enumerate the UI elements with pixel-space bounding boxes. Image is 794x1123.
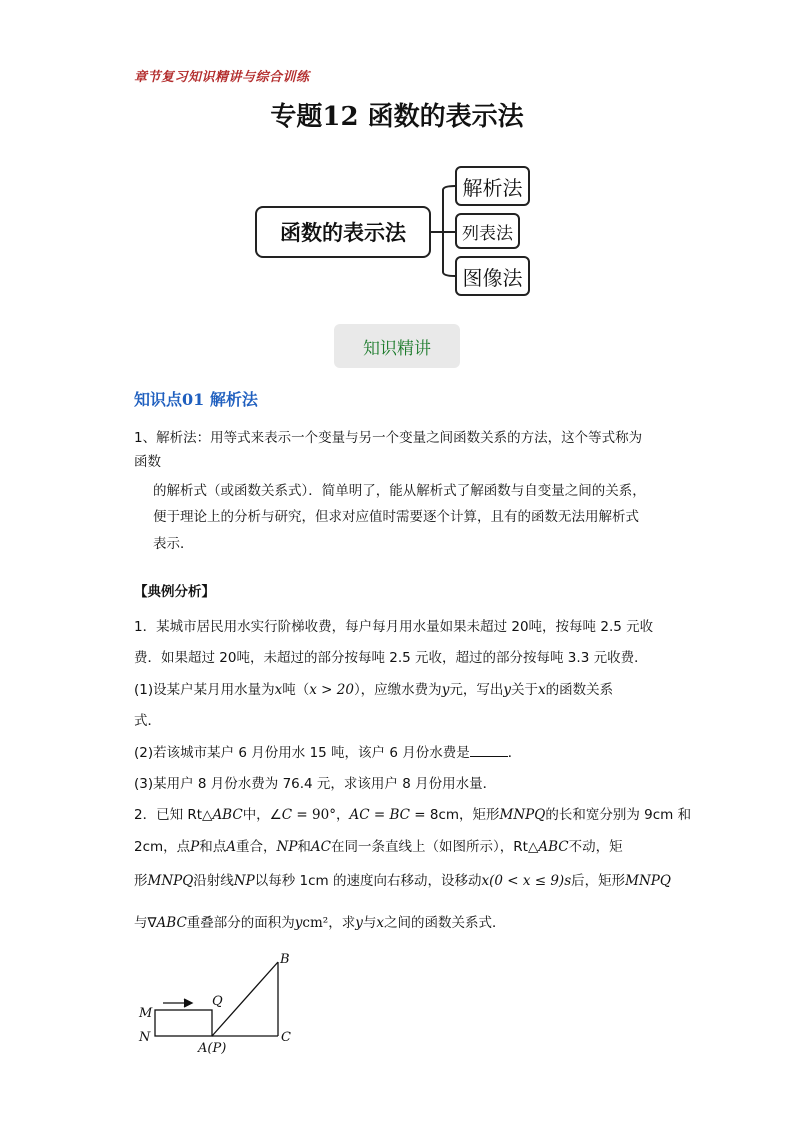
mindmap-node-analytic: 解析法	[455, 166, 530, 206]
knowledge-point-heading: 知识点01 解析法	[134, 390, 258, 409]
label-q: Q	[212, 994, 223, 1009]
problem1-q1: (1)设某户某月用水量为x吨（x > 20），应缴水费为y元，写出y关于x的函数关系	[134, 682, 614, 698]
problem1-line2: 费．如果超过 20吨，未超过的部分按每吨 2.5 元收，超过的部分按每吨 3.3 元收费．	[134, 650, 648, 666]
geometry-figure	[130, 948, 310, 1058]
kp-line-5: 表示．	[153, 536, 194, 552]
kp-line-1: 1、解析法：用等式来表示一个变量与另一个变量之间函数关系的方法，这个等式称为	[134, 430, 643, 446]
kp-line-4: 便于理论上的分析与研究，但求对应值时需要逐个计算，且有的函数无法用解析式	[153, 509, 639, 525]
label-b: B	[280, 952, 290, 967]
knowledge-section-button[interactable]: 知识精讲	[334, 324, 460, 368]
kp-line-3: 的解析式（或函数关系式）．简单明了，能从解析式了解函数与自变量之间的关系，	[153, 483, 646, 499]
problem1-line1: 1．某城市居民用水实行阶梯收费，每户每月用水量如果未超过 20吨，按每吨 2.5 元收	[134, 619, 654, 635]
label-ap: A(P)	[198, 1041, 227, 1056]
page-title: 专题12 函数的表示法	[270, 102, 524, 132]
label-c: C	[281, 1030, 291, 1045]
mindmap-node-table: 列表法	[455, 213, 520, 249]
mindmap-node-graph: 图像法	[455, 256, 530, 296]
rectangle-mnpq	[155, 1010, 212, 1036]
example-analysis-label: 【典例分析】	[134, 584, 215, 600]
chapter-label: 章节复习知识精讲与综合训练	[134, 70, 310, 85]
problem2-line1: 2．已知 Rt△ABC中，∠C = 90°，AC = BC = 8cm，矩形MNPQ的长和宽分别为 9cm 和	[134, 807, 692, 823]
kp-line-2: 函数	[134, 454, 161, 470]
problem2-line3: 形MNPQ沿射线NP以每秒 1cm 的速度向右移动，设移动x(0 < x ≤ 9)s后，矩形MNPQ	[134, 873, 671, 889]
problem2-line2: 2cm，点P和点A重合，NP和AC在同一条直线上（如图所示），Rt△ABC不动，矩	[134, 839, 623, 855]
answer-blank[interactable]	[470, 744, 508, 757]
label-m: M	[139, 1006, 153, 1021]
problem2-line4: 与∇ABC重叠部分的面积为ycm²，求y与x之间的函数关系式．	[134, 915, 506, 931]
problem1-q2: (2)若该城市某户 6 月份用水 15 吨，该户 6 月份水费是 ．	[134, 745, 522, 761]
mindmap-center-node: 函数的表示法	[255, 206, 431, 258]
label-n: N	[139, 1030, 151, 1045]
problem1-q3: (3)某用户 8 月份水费为 76.4 元，求该用户 8 月份用水量．	[134, 776, 497, 792]
problem1-q1-end: 式．	[134, 713, 161, 729]
arrow-head	[184, 999, 192, 1007]
